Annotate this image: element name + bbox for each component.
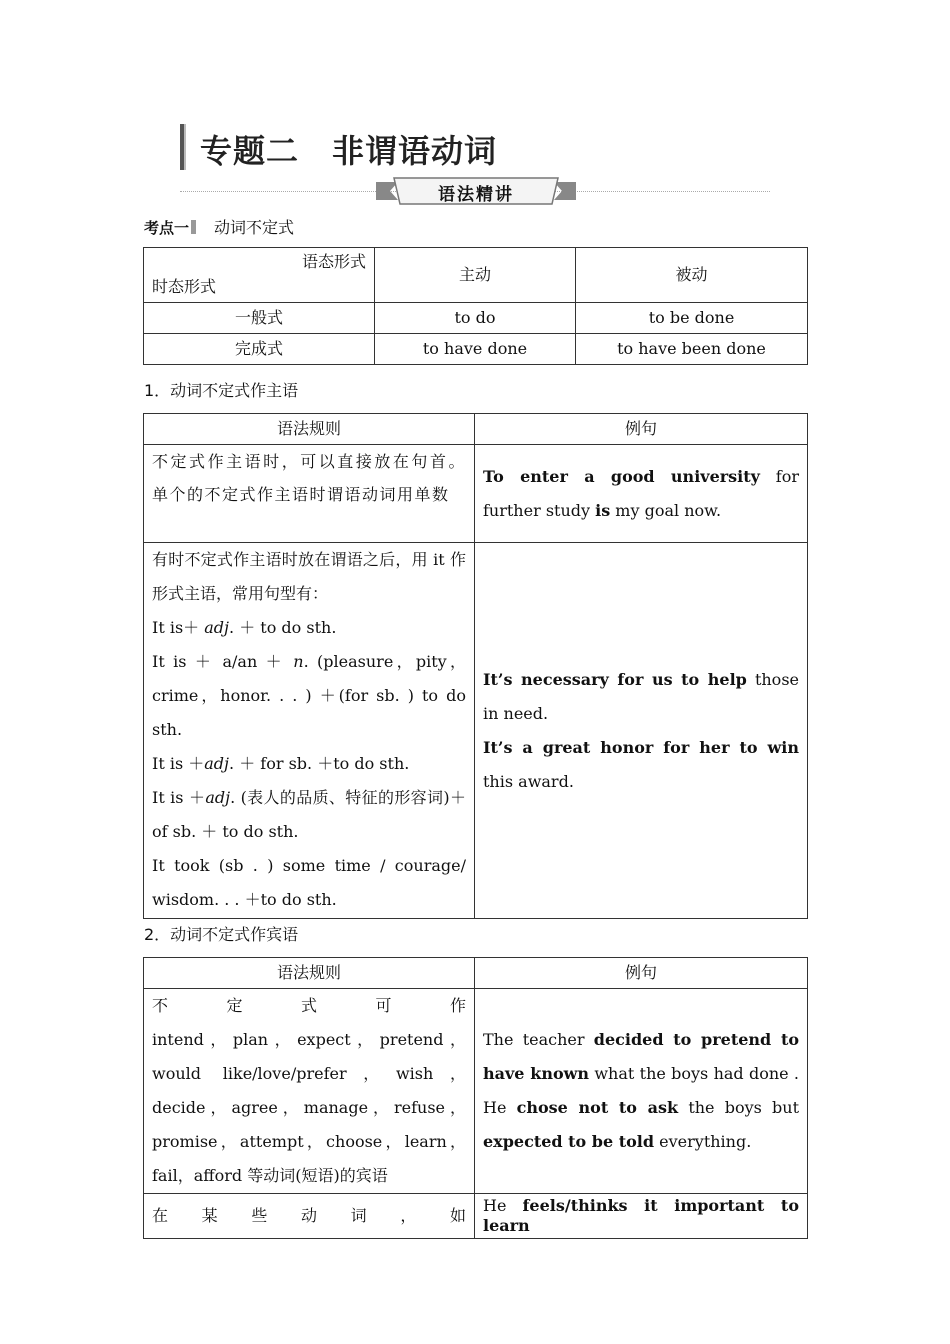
pattern-line (152, 747, 466, 781)
table-row (144, 414, 808, 445)
rule-cell (144, 989, 475, 1194)
table-cell: to have been done (576, 334, 808, 365)
table-cell: to do (375, 303, 576, 334)
section-banner (376, 176, 576, 206)
italic-term: adj (205, 788, 231, 807)
italic-term: adj (204, 618, 230, 637)
example-cell (475, 445, 808, 543)
table-row (144, 543, 808, 919)
text-span: . ＋ for sb. ＋to do sth. (229, 754, 410, 773)
text-span: It is ＋ (152, 754, 205, 773)
tense-form-label: 时态形式 (152, 277, 217, 296)
example-sentence (483, 731, 799, 799)
infinitive-forms-table (143, 247, 808, 365)
pattern-line (152, 645, 466, 747)
rule-intro: 有时不定式作主语时放在谓语之后，用 it 作形式主语，常用句型有： (152, 550, 466, 603)
text-span: . ＋ to do sth. (229, 618, 337, 637)
table-row (144, 445, 808, 543)
text-span: He (483, 1196, 523, 1215)
point-heading (144, 215, 294, 237)
rule-cell: 不定式作主语时，可以直接放在句首。单个的不定式作主语时谓语动词用单数 (144, 445, 475, 543)
text-span: . (表人的品质、特征的形容词)＋ of sb. ＋ to do sth. (152, 788, 466, 841)
rule-body: intend，plan，expect，pretend，would like/love/prefer，wish，decide，agree，manage，refuse，promise，attempt，choose，learn，fail，afford 等动词(短语)的宾语 (152, 1030, 466, 1185)
table-row (144, 989, 808, 1194)
table-row (144, 958, 808, 989)
section-heading: 2．动词不定式作宾语 (144, 925, 299, 944)
banner-label: 语法精讲 (438, 185, 514, 205)
voice-form-label: 语态形式 (301, 252, 366, 271)
italic-term: n (293, 652, 304, 671)
bold-phrase: To enter a good university (483, 466, 760, 486)
passive-header: 被动 (576, 248, 808, 303)
text-span: this award. (483, 771, 574, 791)
table-cell: to be done (576, 303, 808, 334)
table-cell: to have done (375, 334, 576, 365)
text-span: It is＋ (152, 618, 205, 637)
text-span: for further study (483, 466, 799, 520)
point-label: 考点一 (144, 219, 190, 237)
text-span: everything. (654, 1132, 752, 1151)
subject-rules-table (143, 413, 808, 919)
text-span: The teacher (483, 1030, 594, 1049)
italic-term: adj (204, 754, 230, 773)
example-cell (475, 1194, 808, 1239)
active-header: 主动 (375, 248, 576, 303)
text-span: It is ＋ (152, 788, 206, 807)
bold-phrase: is (595, 500, 611, 520)
table-row (144, 1194, 808, 1239)
example-cell (475, 543, 808, 919)
point-marker-icon (191, 220, 196, 234)
bold-phrase: expected to be told (483, 1132, 655, 1151)
title-accent-bar (180, 124, 186, 170)
bold-phrase: decided to pretend to have known (483, 1030, 800, 1083)
rule-cell: 在某些动词，如 (144, 1194, 475, 1239)
bold-phrase: It’s necessary for us to help (483, 669, 747, 689)
row-label: 完成式 (144, 334, 375, 365)
pattern-line: It took (sb . ) some time / courage/ wisdom. . . ＋to do sth. (152, 856, 466, 909)
text-span: the boys but (678, 1098, 800, 1117)
text-span: . (pleasure，pity，crime，honor. . . ) ＋(for sb. ) to do sth. (152, 652, 466, 739)
row-label: 一般式 (144, 303, 375, 334)
pattern-line (152, 611, 466, 645)
pattern-line (152, 781, 466, 849)
table-row (144, 334, 808, 365)
point-title: 动词不定式 (214, 218, 295, 237)
example-column-header: 例句 (475, 414, 808, 445)
text-span: those in need. (483, 669, 799, 723)
text-span: my goal now. (610, 500, 722, 520)
rule-column-header: 语法规则 (144, 958, 475, 989)
table-row (144, 303, 808, 334)
rule-head: 不定式可作 (152, 996, 466, 1015)
section-heading: 1．动词不定式作主语 (144, 381, 299, 400)
text-span: what the boys had done . He (483, 1064, 799, 1117)
bold-phrase: feels/thinks it important to learn (483, 1196, 799, 1235)
diagonal-header-cell (144, 248, 375, 303)
rule-cell (144, 543, 475, 919)
bold-phrase: chose not to ask (516, 1098, 679, 1117)
table-row (144, 248, 808, 303)
text-span: It is ＋ a/an ＋ (152, 652, 294, 671)
page-title: 专题二 非谓语动词 (200, 132, 498, 170)
bold-phrase: It’s a great honor for her to win (483, 737, 799, 757)
rule-column-header: 语法规则 (144, 414, 475, 445)
example-column-header: 例句 (475, 958, 808, 989)
example-cell (475, 989, 808, 1194)
example-sentence (483, 663, 799, 731)
object-rules-table (143, 957, 808, 1239)
